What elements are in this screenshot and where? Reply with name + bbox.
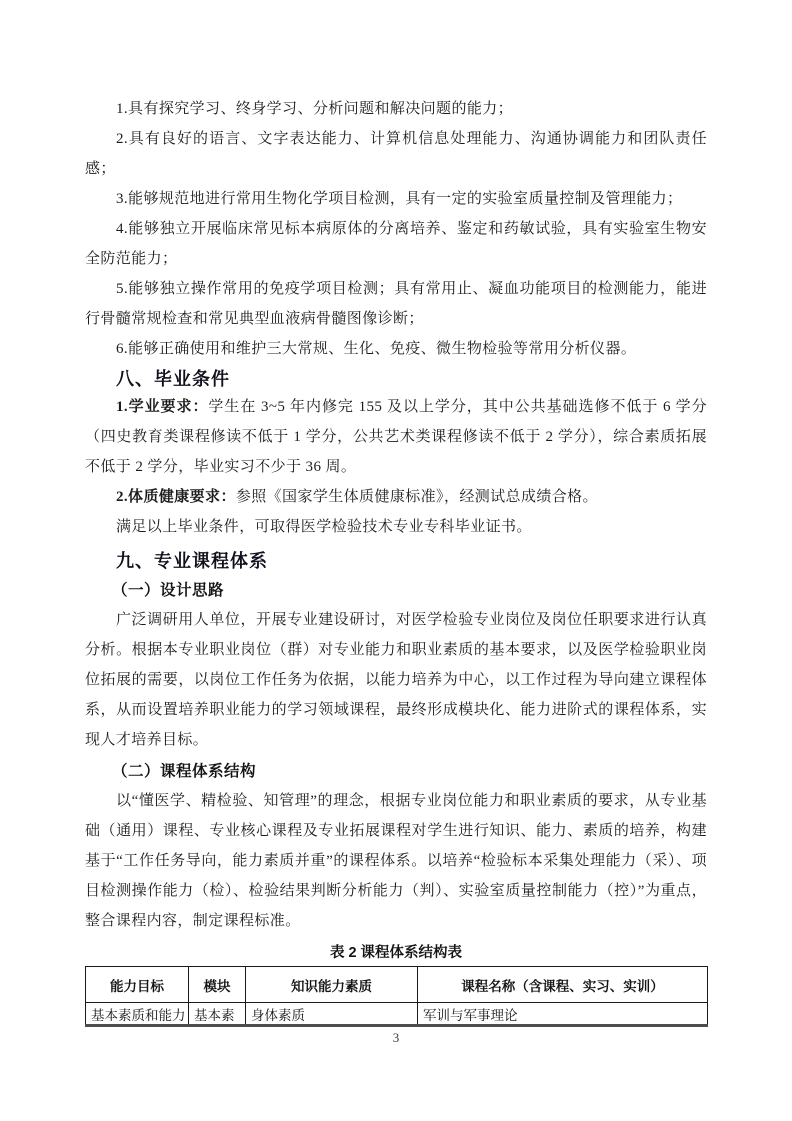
cell-ability-goal: 基本素质和能力 — [86, 1003, 189, 1026]
ability-item-5: 5.能够独立操作常用的免疫学项目检测；具有常用止、凝血功能项目的检测能力，能进行骨髓常规检查和常见典型血液病骨髓图像诊断； — [85, 281, 707, 327]
graduation-certificate-paragraph: 满足以上毕业条件，可取得医学检验技术专业专科毕业证书。 — [116, 519, 532, 535]
header-cell-ability-goal: 能力目标 — [86, 967, 189, 1003]
header-cell-module: 模块 — [189, 967, 246, 1003]
table-caption: 表 2 课程体系结构表 — [329, 945, 463, 961]
graduation-fitness-paragraph — [85, 482, 707, 512]
header-cell-course-name: 课程名称（含课程、实习、实训） — [418, 967, 708, 1003]
table-header-row — [86, 967, 708, 1003]
section-heading-graduation: 八、毕业条件 — [116, 369, 230, 389]
ability-item-4: 4.能够独立开展临床常见标本病原体的分离培养、鉴定和药敏试验，具有实验室生物安全防范能力； — [85, 221, 707, 267]
academic-requirement-label: 1.学业要求： — [116, 399, 209, 415]
subsection-design-idea: （一）设计思路 — [112, 582, 225, 599]
fitness-requirement-label: 2.体质健康要求： — [116, 489, 236, 505]
ability-item-6: 6.能够正确使用和维护三大常规、生化、免疫、微生物检验等常用分析仪器。 — [116, 341, 637, 357]
design-idea-paragraph: 广泛调研用人单位，开展专业建设研讨，对医学检验专业岗位及岗位任职要求进行认真分析。根据本专业职业岗位（群）对专业能力和职业素质的基本要求，以及医学检验职业岗位拓展的需要，以岗位工作任务为依据，以能力培养为中心，以工作过程为导向建立课程体系，从而设置培养职业能力的学习领域课程，最终形成模块化、能力进阶式的课程体系，实现人才培养目标。 — [85, 612, 707, 748]
ability-item-3: 3.能够规范地进行常用生物化学项目检测，具有一定的实验室质量控制及管理能力； — [116, 191, 683, 207]
page-number: 3 — [392, 1030, 400, 1045]
subsection-curriculum-structure: （二）课程体系结构 — [112, 763, 257, 780]
curriculum-structure-table — [85, 966, 708, 1027]
page-content — [85, 94, 707, 1027]
academic-requirement-text: 学生在 3~5 年内修完 155 及以上学分，其中公共基础选修不低于 6 学分（四史教育类课程修读不低于 1 学分，公共艺术类课程修读不低于 2 学分），综合素质拓展不低于 2 学分，毕业实习不少于 36 周。 — [85, 399, 707, 475]
curriculum-structure-paragraph: 以“懂医学、精检验、知管理”的理念，根据专业岗位能力和职业素质的要求，从专业基础（通用）课程、专业核心课程及专业拓展课程对学生进行知识、能力、素质的培养，构建基于“工作任务导向，能力素质并重”的课程体系。以培养“检验标本采集处理能力（采）、项目检测操作能力（检）、检验结果判断分析能力（判）、实验室质量控制能力（控）”为重点，整合课程内容，制定课程标准。 — [85, 793, 707, 929]
cell-knowledge-quality: 身体素质 — [246, 1003, 418, 1026]
fitness-requirement-text: 参照《国家学生体质健康标准》，经测试总成绩合格。 — [235, 489, 598, 505]
header-cell-knowledge-quality: 知识能力素质 — [246, 967, 418, 1003]
ability-item-1: 1.具有探究学习、终身学习、分析问题和解决问题的能力； — [116, 101, 514, 117]
graduation-academic-paragraph — [85, 392, 707, 482]
table-row — [86, 1003, 708, 1026]
ability-item-2: 2.具有良好的语言、文字表达能力、计算机信息处理能力、沟通协调能力和团队责任感； — [85, 131, 707, 177]
section-heading-curriculum: 九、专业课程体系 — [116, 551, 268, 571]
cell-course-name: 军训与军事理论 — [418, 1003, 708, 1026]
cell-module: 基本素 — [189, 1003, 246, 1026]
